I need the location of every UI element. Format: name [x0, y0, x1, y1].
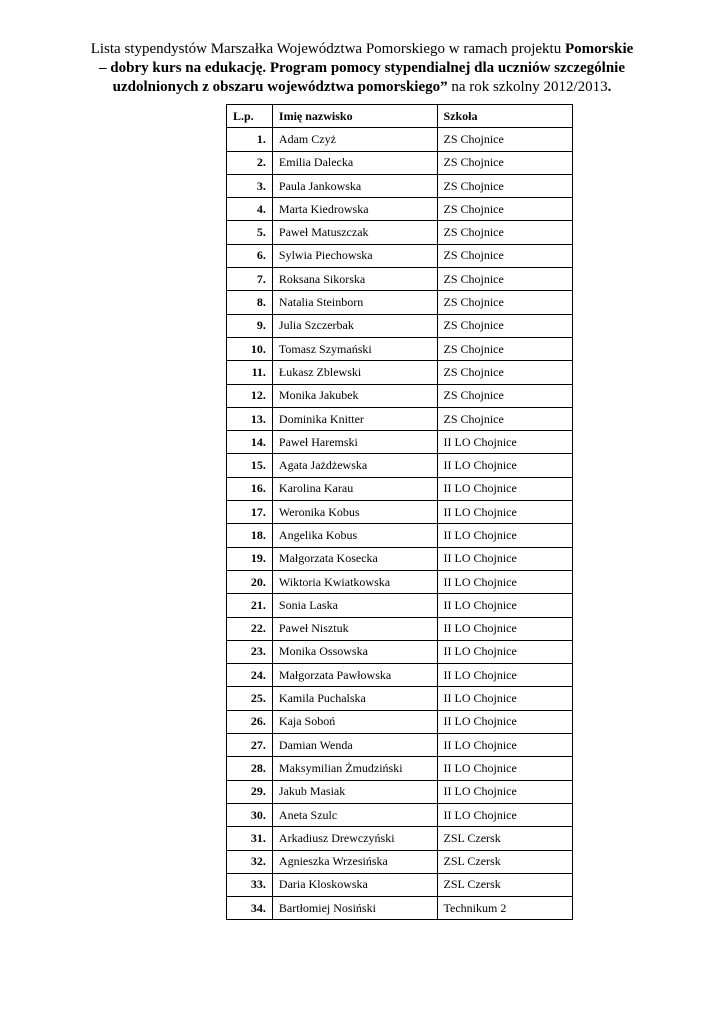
- cell-school: II LO Chojnice: [437, 640, 573, 663]
- cell-school: II LO Chojnice: [437, 501, 573, 524]
- table-row: [227, 687, 573, 710]
- cell-lp: 21.: [227, 594, 273, 617]
- table-row: [227, 244, 573, 267]
- cell-name: Kamila Puchalska: [272, 687, 437, 710]
- cell-lp: 30.: [227, 803, 273, 826]
- cell-lp: 8.: [227, 291, 273, 314]
- cell-school: II LO Chojnice: [437, 477, 573, 500]
- cell-lp: 18.: [227, 524, 273, 547]
- cell-name: Łukasz Zblewski: [272, 361, 437, 384]
- cell-name: Daria Kloskowska: [272, 873, 437, 896]
- cell-school: ZSL Czersk: [437, 850, 573, 873]
- table-row: [227, 897, 573, 920]
- cell-lp: 29.: [227, 780, 273, 803]
- cell-name: Sonia Laska: [272, 594, 437, 617]
- cell-school: ZS Chojnice: [437, 291, 573, 314]
- table-row: [227, 384, 573, 407]
- cell-lp: 24.: [227, 664, 273, 687]
- cell-name: Angelika Kobus: [272, 524, 437, 547]
- cell-lp: 12.: [227, 384, 273, 407]
- cell-lp: 34.: [227, 897, 273, 920]
- cell-lp: 2.: [227, 151, 273, 174]
- table-row: [227, 221, 573, 244]
- cell-school: II LO Chojnice: [437, 780, 573, 803]
- table-row: [227, 780, 573, 803]
- cell-school: II LO Chojnice: [437, 431, 573, 454]
- table-row: [227, 337, 573, 360]
- cell-school: ZS Chojnice: [437, 128, 573, 151]
- cell-name: Wiktoria Kwiatkowska: [272, 570, 437, 593]
- cell-name: Paula Jankowska: [272, 174, 437, 197]
- cell-name: Agnieszka Wrzesińska: [272, 850, 437, 873]
- cell-name: Emilia Dalecka: [272, 151, 437, 174]
- cell-lp: 13.: [227, 407, 273, 430]
- cell-school: ZS Chojnice: [437, 221, 573, 244]
- table-row: [227, 128, 573, 151]
- table-row: [227, 710, 573, 733]
- cell-school: II LO Chojnice: [437, 803, 573, 826]
- table-row: [227, 524, 573, 547]
- table-row: [227, 570, 573, 593]
- cell-name: Tomasz Szymański: [272, 337, 437, 360]
- table-row: [227, 291, 573, 314]
- header-school: Szkoła: [437, 105, 573, 128]
- cell-school: ZS Chojnice: [437, 244, 573, 267]
- cell-name: Roksana Sikorska: [272, 268, 437, 291]
- table-row: [227, 617, 573, 640]
- cell-school: ZSL Czersk: [437, 873, 573, 896]
- cell-lp: 20.: [227, 570, 273, 593]
- cell-lp: 4.: [227, 198, 273, 221]
- table-row: [227, 827, 573, 850]
- table-row: [227, 174, 573, 197]
- title-text: Lista stypendystów Marszałka Województwa Pomorskiego w ramach projektu: [90, 41, 565, 57]
- cell-school: ZS Chojnice: [437, 407, 573, 430]
- table-row: [227, 850, 573, 873]
- cell-lp: 1.: [227, 128, 273, 151]
- cell-name: Natalia Steinborn: [272, 291, 437, 314]
- table-row: [227, 664, 573, 687]
- header-lp: L.p.: [227, 105, 273, 128]
- cell-name: Paweł Nisztuk: [272, 617, 437, 640]
- cell-lp: 25.: [227, 687, 273, 710]
- cell-school: ZS Chojnice: [437, 314, 573, 337]
- cell-name: Dominika Knitter: [272, 407, 437, 430]
- table-row: [227, 501, 573, 524]
- cell-name: Weronika Kobus: [272, 501, 437, 524]
- table-row: [227, 268, 573, 291]
- cell-name: Jakub Masiak: [272, 780, 437, 803]
- cell-lp: 32.: [227, 850, 273, 873]
- cell-school: II LO Chojnice: [437, 617, 573, 640]
- table-row: [227, 640, 573, 663]
- cell-lp: 31.: [227, 827, 273, 850]
- table-row: [227, 803, 573, 826]
- cell-lp: 28.: [227, 757, 273, 780]
- cell-lp: 16.: [227, 477, 273, 500]
- table-row: [227, 198, 573, 221]
- cell-school: II LO Chojnice: [437, 757, 573, 780]
- table-row: [227, 361, 573, 384]
- cell-school: II LO Chojnice: [437, 570, 573, 593]
- document-title: [90, 40, 634, 97]
- cell-name: Sylwia Piechowska: [272, 244, 437, 267]
- cell-name: Damian Wenda: [272, 734, 437, 757]
- cell-name: Maksymilian Żmudziński: [272, 757, 437, 780]
- cell-school: ZSL Czersk: [437, 827, 573, 850]
- title-school-year: na rok szkolny 2012/2013: [447, 79, 608, 95]
- cell-school: II LO Chojnice: [437, 664, 573, 687]
- cell-name: Małgorzata Kosecka: [272, 547, 437, 570]
- cell-lp: 11.: [227, 361, 273, 384]
- cell-school: ZS Chojnice: [437, 337, 573, 360]
- table-row: [227, 431, 573, 454]
- title-period: .: [607, 79, 612, 95]
- cell-name: Paweł Haremski: [272, 431, 437, 454]
- cell-name: Julia Szczerbak: [272, 314, 437, 337]
- cell-lp: 3.: [227, 174, 273, 197]
- cell-name: Aneta Szulc: [272, 803, 437, 826]
- table-row: [227, 873, 573, 896]
- table-row: [227, 547, 573, 570]
- cell-school: ZS Chojnice: [437, 198, 573, 221]
- cell-lp: 9.: [227, 314, 273, 337]
- cell-lp: 5.: [227, 221, 273, 244]
- cell-name: Bartłomiej Nosiński: [272, 897, 437, 920]
- cell-school: ZS Chojnice: [437, 384, 573, 407]
- cell-school: II LO Chojnice: [437, 547, 573, 570]
- cell-school: II LO Chojnice: [437, 594, 573, 617]
- cell-lp: 22.: [227, 617, 273, 640]
- cell-school: II LO Chojnice: [437, 734, 573, 757]
- header-name: Imię nazwisko: [272, 105, 437, 128]
- table-header-row: [227, 105, 573, 128]
- table-row: [227, 314, 573, 337]
- cell-name: Monika Ossowska: [272, 640, 437, 663]
- cell-name: Monika Jakubek: [272, 384, 437, 407]
- cell-lp: 26.: [227, 710, 273, 733]
- cell-lp: 15.: [227, 454, 273, 477]
- cell-school: Technikum 2: [437, 897, 573, 920]
- cell-school: ZS Chojnice: [437, 361, 573, 384]
- cell-name: Paweł Matuszczak: [272, 221, 437, 244]
- cell-name: Kaja Soboń: [272, 710, 437, 733]
- table-body: [227, 128, 573, 920]
- cell-lp: 10.: [227, 337, 273, 360]
- cell-school: ZS Chojnice: [437, 151, 573, 174]
- cell-lp: 17.: [227, 501, 273, 524]
- cell-lp: 19.: [227, 547, 273, 570]
- table-row: [227, 757, 573, 780]
- cell-lp: 14.: [227, 431, 273, 454]
- cell-school: II LO Chojnice: [437, 687, 573, 710]
- cell-name: Arkadiusz Drewczyński: [272, 827, 437, 850]
- cell-name: Marta Kiedrowska: [272, 198, 437, 221]
- cell-school: II LO Chojnice: [437, 524, 573, 547]
- table-row: [227, 151, 573, 174]
- cell-school: II LO Chojnice: [437, 454, 573, 477]
- cell-lp: 23.: [227, 640, 273, 663]
- table-row: [227, 734, 573, 757]
- table-row: [227, 594, 573, 617]
- table-row: [227, 407, 573, 430]
- title-project-name: Pomorskie – dobry kurs na edukację. Program pomocy stypendialnej dla uczniów szczególnie uzdolnionych z obszaru województwa pomorskiego”: [99, 41, 634, 95]
- cell-school: ZS Chojnice: [437, 174, 573, 197]
- table-row: [227, 454, 573, 477]
- table-row: [227, 477, 573, 500]
- cell-school: ZS Chojnice: [437, 268, 573, 291]
- scholarship-table: [226, 104, 573, 920]
- cell-name: Karolina Karau: [272, 477, 437, 500]
- cell-name: Adam Czyż: [272, 128, 437, 151]
- cell-lp: 7.: [227, 268, 273, 291]
- cell-name: Agata Jażdżewska: [272, 454, 437, 477]
- cell-school: II LO Chojnice: [437, 710, 573, 733]
- cell-name: Małgorzata Pawłowska: [272, 664, 437, 687]
- cell-lp: 6.: [227, 244, 273, 267]
- cell-lp: 27.: [227, 734, 273, 757]
- cell-lp: 33.: [227, 873, 273, 896]
